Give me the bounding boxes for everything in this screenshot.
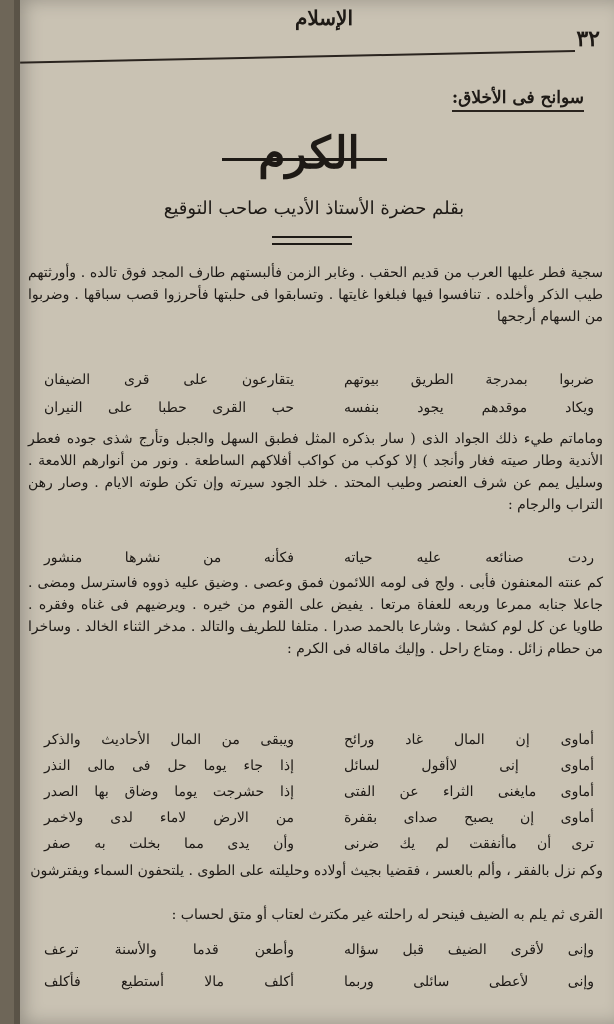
- paragraph: القرى ثم يلم به الضيف فينحر له راحلته غير مكترث لعتاب أو متق لحساب :: [171, 907, 603, 923]
- byline: بقلم حضرة الأستاذ الأديب صاحب التوقيع: [163, 198, 465, 219]
- page-spine: [14, 0, 20, 1024]
- verse-first-hemistich: ويكاد موقدهم يجود بنفسه: [344, 400, 594, 416]
- verse-second-hemistich: فكأنه من نشرها منشور: [44, 550, 294, 566]
- verse-first-hemistich: ضربوا بمدرجة الطريق بيوتهم: [344, 372, 594, 388]
- verse-second-hemistich: من الارض لاماء لدى ولاخمر: [44, 810, 294, 826]
- verse-first-hemistich: أماوى إنى لاأقول لسائل: [344, 758, 594, 774]
- verse-second-hemistich: يتقارعون على قرى الضيفان: [44, 372, 294, 388]
- verse-first-hemistich: ردت صنائعه عليه حياته: [344, 550, 594, 566]
- verse-first-hemistich: أماوى مايغنى الثراء عن الفتى: [344, 784, 594, 800]
- verse-second-hemistich: إذا جاء يوما حل فى مالى النذر: [44, 758, 294, 774]
- verse-first-hemistich: وإنى لأعطى سائلى وربما: [344, 974, 594, 990]
- verse-second-hemistich: حب القرى حطبا على النيران: [44, 400, 294, 416]
- verse-first-hemistich: أماوى إن المال غاد ورائح: [344, 732, 594, 748]
- paragraph: وماماتم طيء ذلك الجواد الذى ( سار بذكره المثل فطبق السهل والجبل وتأرج شذى جوده فعطر الأندية وطار صيته فغار وأنجد ) إلا كوكب من كواكب أفلاكهم الساطعة . ونور من أنوارهم اللامعة . وسليل يمم عن شرف العنصر وطيب المحتد . خلد الجود سيرته وإن تكن طوته الايام . وصار رهن التراب والرجام :: [28, 431, 603, 513]
- paragraph: وكم نزل بالفقر ، وألم بالعسر ، فقضيا بجيث أولاده وحليلته على الطوى . يلتحفون السماء ويفترشون: [30, 863, 603, 879]
- verse-second-hemistich: وأطعن قدما والأسنة ترعف: [44, 942, 294, 958]
- section-label: سوانح فى الأخلاق:: [452, 88, 584, 112]
- running-head: الإسلام: [294, 6, 354, 30]
- paragraph: سجية فطر عليها العرب من قديم الحقب . وغابر الزمن فألبستهم طارف المجد فوق تالده . وأورثتهم طيب الذكر وأخلده . تنافسوا فيها فبلغوا غايتها . وتسابقوا فى حلبتها فأحرزوا قصب سباقها . وضربوا من السهام أرجحها: [28, 265, 603, 325]
- verse-second-hemistich: أكلف مالا أستطيع فأكلف: [44, 974, 294, 990]
- verse-second-hemistich: وأن يدى مما بخلت به صفر: [44, 836, 294, 852]
- verse-first-hemistich: أماوى إن يصبح صداى بقفرة: [344, 810, 594, 826]
- ornament-rule: [272, 243, 352, 245]
- paragraph: كم عنته المعنفون فأبى . ولج فى لومه اللائمون فمق وعصى . وضيق عليه ذووه فاسترسل ومضى . جاعلا جنابه ممرعا وربعه للعفاة مرتعا . يفيض على القوم من خيره . ويرضيهم فى غناه وفقره . طاويا عن كل لوم كشحا . وشارعا بالحمد صدرا . متلفا للطريف والتالد . مدخر الثناء الخالد . وساخرا من حطام زائل . ومتاع راحل . وإليك ماقاله فى الكرم :: [28, 575, 603, 657]
- page-number: ٣٢: [576, 26, 600, 52]
- header-rule: [20, 50, 575, 64]
- title-rule: [222, 158, 387, 161]
- verse-second-hemistich: ويبقى من المال الأحاديث والذكر: [44, 732, 294, 748]
- verse-first-hemistich: وإنى لأقرى الضيف قبل سؤاله: [344, 942, 594, 958]
- verse-second-hemistich: إذا حشرجت يوما وضاق بها الصدر: [44, 784, 294, 800]
- verse-first-hemistich: ترى أن ماأنفقت لم يك ضرنى: [344, 836, 594, 852]
- ornament-rule: [272, 236, 352, 238]
- article-title: الكرم: [258, 128, 360, 179]
- book-page: [14, 0, 614, 1024]
